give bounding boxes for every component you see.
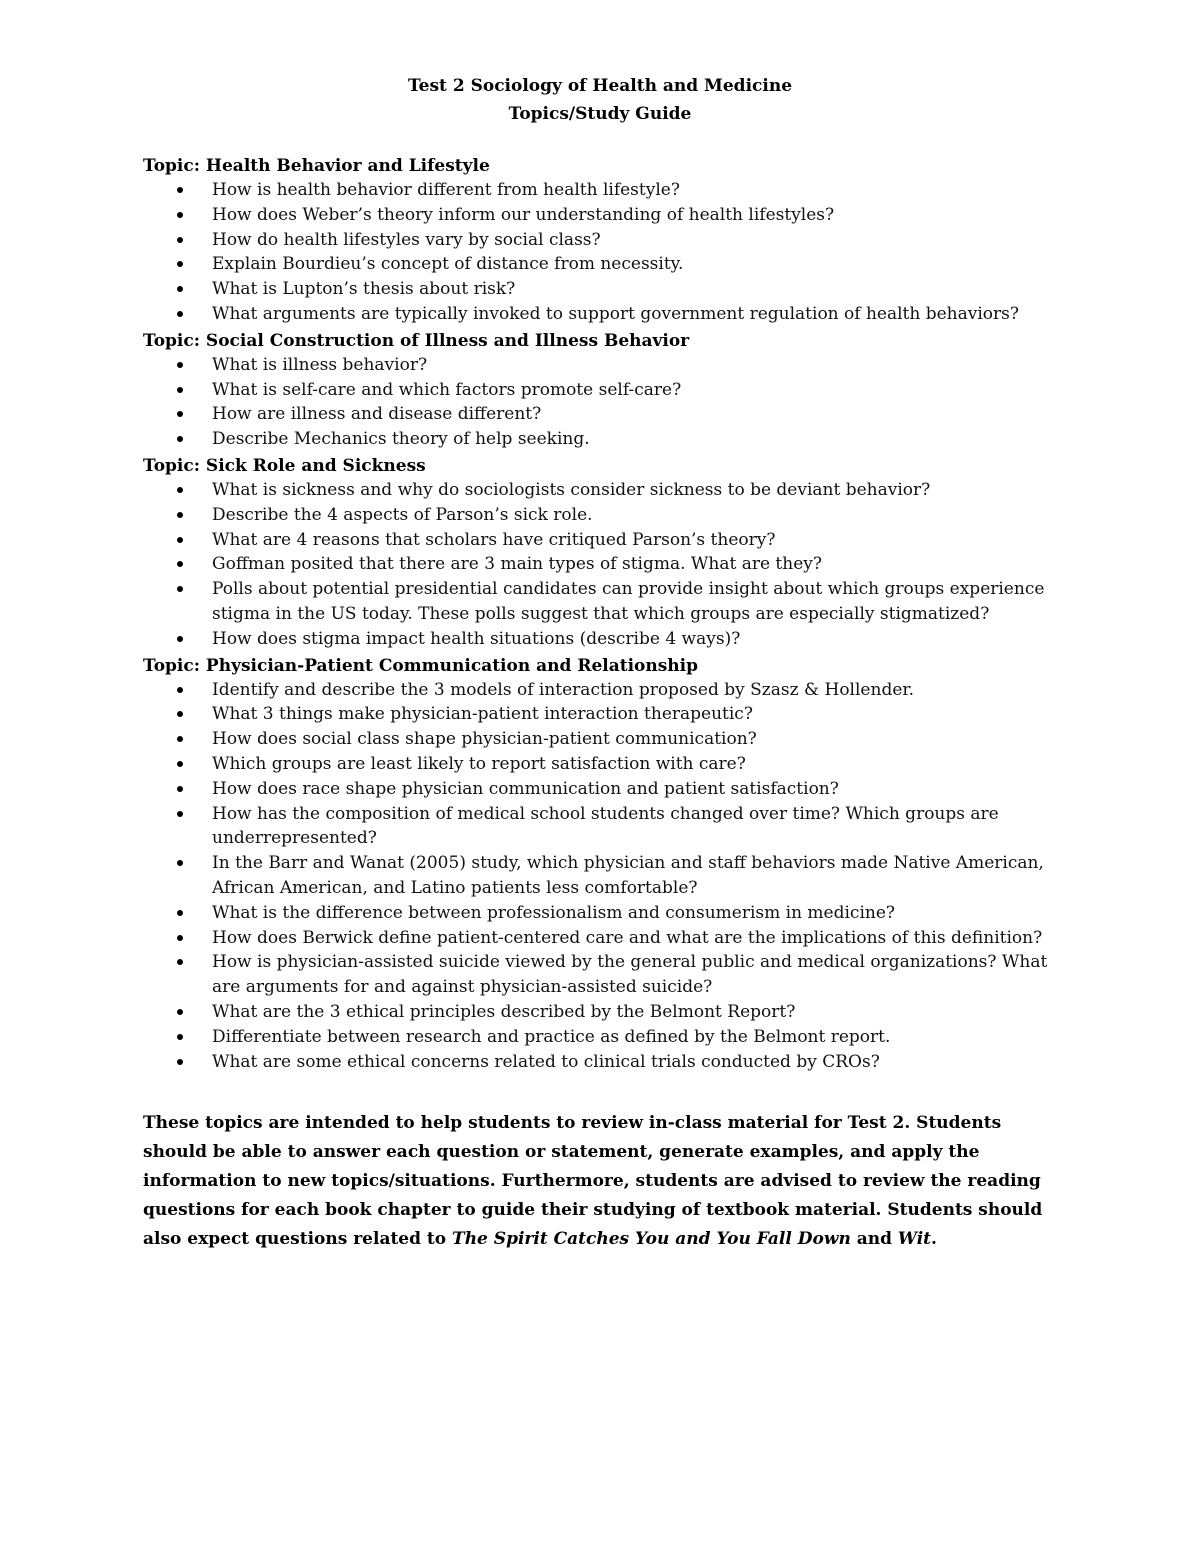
question-item xyxy=(143,302,1063,327)
document-subtitle: Topics/Study Guide xyxy=(508,104,692,124)
question-text: How does Berwick define patient-centered care and what are the implications of this definition? xyxy=(212,927,1043,948)
question-text: Goffman posited that there are 3 main types of stigma. What are they? xyxy=(212,554,822,575)
question-item xyxy=(143,627,1063,652)
question-item xyxy=(143,1025,1063,1050)
book-title-spirit: The Spirit Catches You and You Fall Down xyxy=(452,1229,851,1249)
bullet-icon xyxy=(177,860,183,866)
bullet-icon xyxy=(177,1059,183,1065)
question-text: How does Weber’s theory inform our understanding of health lifestyles? xyxy=(212,204,835,225)
question-list xyxy=(143,178,1063,327)
bullet-icon xyxy=(177,362,183,368)
bullet-icon xyxy=(177,736,183,742)
book-title-wit: Wit xyxy=(897,1229,932,1249)
question-text: Differentiate between research and practice as defined by the Belmont report. xyxy=(212,1026,891,1047)
title-block xyxy=(0,72,1200,128)
bullet-icon xyxy=(177,487,183,493)
question-item xyxy=(143,353,1063,378)
bullet-icon xyxy=(177,512,183,518)
question-text: Which groups are least likely to report satisfaction with care? xyxy=(212,753,746,774)
question-item xyxy=(143,950,1063,1000)
question-text: In the Barr and Wanat (2005) study, which physician and staff behaviors made Native American, African American, and Latino patients less comfortable? xyxy=(212,853,1044,898)
question-text: Identify and describe the 3 models of interaction proposed by Szasz & Hollender. xyxy=(212,679,915,700)
bullet-icon xyxy=(177,586,183,592)
question-item xyxy=(143,277,1063,302)
question-text: What are some ethical concerns related to clinical trials conducted by CROs? xyxy=(212,1051,880,1072)
question-list xyxy=(143,353,1063,452)
bullet-icon xyxy=(177,711,183,717)
question-text: Explain Bourdieu’s concept of distance from necessity. xyxy=(212,254,684,275)
question-item xyxy=(143,1050,1063,1075)
question-item xyxy=(143,777,1063,802)
bullet-icon xyxy=(177,411,183,417)
bullet-icon xyxy=(177,286,183,292)
topics-content xyxy=(143,154,1063,1076)
question-text: What is sickness and why do sociologists consider sickness to be deviant behavior? xyxy=(212,479,931,500)
note-text: These topics are intended to help students to review in-class material for Test 2. Students should be able to answer each question or statement, generate examples, and apply the information to new topics/situations. Furthermore, students are advised to review the reading questions for each book chapter to guide their studying of textbook material. Students should also expect questions related to xyxy=(143,1113,1043,1249)
question-item xyxy=(143,702,1063,727)
bullet-icon xyxy=(177,537,183,543)
topic-heading: Topic: Sick Role and Sickness xyxy=(143,455,426,476)
question-item xyxy=(143,926,1063,951)
question-item xyxy=(143,503,1063,528)
question-text: Describe the 4 aspects of Parson’s sick role. xyxy=(212,504,593,525)
question-item xyxy=(143,178,1063,203)
question-list xyxy=(143,478,1063,652)
topic-heading: Topic: Health Behavior and Lifestyle xyxy=(143,156,490,176)
bullet-icon xyxy=(177,1009,183,1015)
question-text: What is Lupton’s thesis about risk? xyxy=(212,279,516,300)
question-item xyxy=(143,252,1063,277)
question-item xyxy=(143,427,1063,452)
question-text: What is illness behavior? xyxy=(212,354,428,375)
bullet-icon xyxy=(177,561,183,567)
topic-heading: Topic: Physician-Patient Communication and Relationship xyxy=(143,655,699,676)
question-item xyxy=(143,901,1063,926)
bullet-icon xyxy=(177,761,183,767)
question-text: What arguments are typically invoked to support government regulation of health behaviors? xyxy=(212,303,1020,324)
question-text: What is self-care and which factors promote self-care? xyxy=(212,379,682,400)
question-item xyxy=(143,552,1063,577)
question-text: Polls about potential presidential candidates can provide insight about which groups experience stigma in the US today. These polls suggest that which groups are especially stigmatized? xyxy=(212,579,1045,624)
question-text: Describe Mechanics theory of help seeking. xyxy=(212,429,590,450)
question-item xyxy=(143,528,1063,553)
question-item xyxy=(143,1000,1063,1025)
question-item xyxy=(143,203,1063,228)
bullet-icon xyxy=(177,935,183,941)
question-item xyxy=(143,802,1063,852)
document-title: Test 2 Sociology of Health and Medicine xyxy=(407,76,793,96)
note-conjunction: and xyxy=(850,1229,898,1249)
question-text: How does stigma impact health situations (describe 4 ways)? xyxy=(212,628,741,649)
bullet-icon xyxy=(177,261,183,267)
bullet-icon xyxy=(177,959,183,965)
question-text: How is physician-assisted suicide viewed by the general public and medical organizations? What are arguments for and against physician-assisted suicide? xyxy=(212,952,1048,998)
question-text: How is health behavior different from health lifestyle? xyxy=(212,180,680,200)
bullet-icon xyxy=(177,212,183,218)
question-item xyxy=(143,228,1063,253)
bullet-icon xyxy=(177,187,183,193)
bullet-icon xyxy=(177,811,183,817)
question-item xyxy=(143,402,1063,427)
bullet-icon xyxy=(177,636,183,642)
question-item xyxy=(143,577,1063,627)
question-text: What is the difference between professionalism and consumerism in medicine? xyxy=(212,902,896,923)
question-text: What are 4 reasons that scholars have critiqued Parson’s theory? xyxy=(212,529,776,550)
study-note xyxy=(143,1109,1053,1254)
note-end: . xyxy=(931,1229,937,1249)
question-text: What 3 things make physician-patient interaction therapeutic? xyxy=(212,704,753,725)
topic-heading: Topic: Social Construction of Illness and Illness Behavior xyxy=(143,330,690,351)
question-text: How are illness and disease different? xyxy=(212,404,542,425)
question-item xyxy=(143,478,1063,503)
question-text: How has the composition of medical school students changed over time? Which groups are underrepresented? xyxy=(212,803,999,849)
question-text: How does social class shape physician-patient communication? xyxy=(212,729,757,750)
bullet-icon xyxy=(177,786,183,792)
question-item xyxy=(143,378,1063,403)
question-item xyxy=(143,678,1063,703)
question-list xyxy=(143,678,1063,1075)
bullet-icon xyxy=(177,910,183,916)
question-item xyxy=(143,727,1063,752)
bullet-icon xyxy=(177,687,183,693)
bullet-icon xyxy=(177,1034,183,1040)
bullet-icon xyxy=(177,387,183,393)
question-item xyxy=(143,752,1063,777)
question-item xyxy=(143,851,1063,901)
bullet-icon xyxy=(177,311,183,317)
question-text: What are the 3 ethical principles described by the Belmont Report? xyxy=(212,1001,796,1022)
question-text: How do health lifestyles vary by social class? xyxy=(212,229,601,250)
bullet-icon xyxy=(177,237,183,243)
question-text: How does race shape physician communication and patient satisfaction? xyxy=(212,778,839,799)
bullet-icon xyxy=(177,436,183,442)
